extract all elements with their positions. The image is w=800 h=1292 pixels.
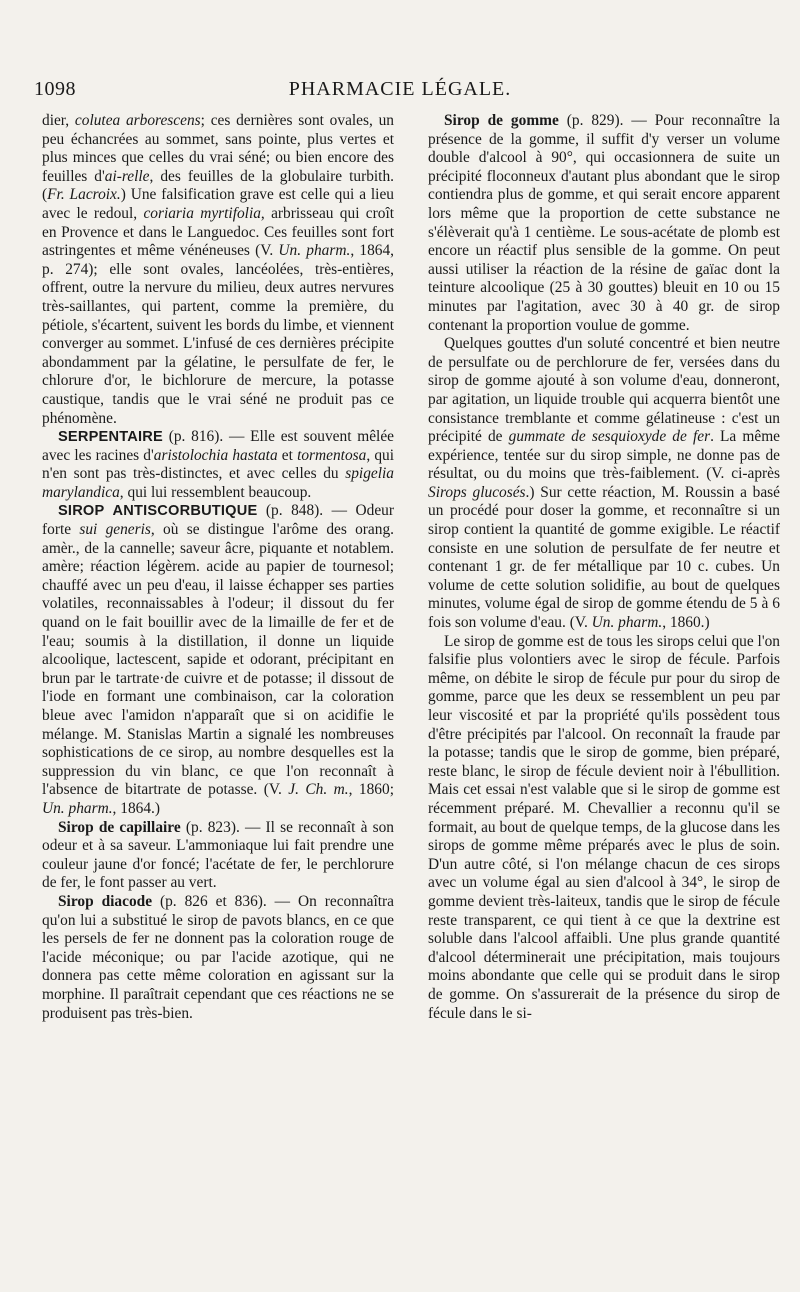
entry-heading: Sirop de gomme xyxy=(444,112,559,129)
paragraph xyxy=(428,633,780,1023)
running-title: PHARMACIE LÉGALE. xyxy=(288,78,512,100)
right-column xyxy=(428,112,780,1023)
body-text: Quelques gouttes d'un soluté concentré et bien neutre de persulfate ou de perchlorure de fer, versées dans du sirop de gomme ajouté à son volume d'eau, donneront, par agitation, un liquide trouble qui acquerra bientôt une consistance tremblante et comme gélatineuse : c'est un précipité de xyxy=(428,335,780,446)
body-text: , 1860.) xyxy=(662,614,710,632)
italic-text: Fr. Lacroix. xyxy=(47,186,121,204)
left-column xyxy=(42,112,394,1023)
body-text: ) Une falsification grave est celle qui a lieu avec le redoul, xyxy=(42,186,394,222)
italic-text: sui generis xyxy=(79,521,151,539)
body-text: , qui n'en sont pas très-distinctes, et avec celles du xyxy=(42,446,394,483)
body-text: , où se distingue l'arôme des orang. amèr., de la cannelle; saveur âcre, piquante et notablem. amère; réaction légèrem. acide au papier de tournesol; chauffé avec un peu d'eau, il laisse échapper ses parties volatiles, reconnaissables à l'odeur; il dissout du fer quand on le fait bouillir avec de la limaille de fer et de l'eau; soumis à la distillation, il donne un liquide alcoolique, lactescent, sapide et odorant, précipitant en brun par le tartrate·de cuivre et de potasse; il dissout de l'iode en formant une combinaison, car la coloration bleue avec l'amidon n'apparaît que si on acidifie le mélange. M. Stanislas Martin a signalé les nombreuses sophistications de ce sirop, au nombre desquelles est la suppression du vin blanc, ce que l'on reconnaît à l'absence de bitartrate de potasse. (V. xyxy=(42,521,395,799)
body-text: (p. 848). — Odeur forte xyxy=(42,502,394,539)
italic-text: tormentosa xyxy=(297,446,367,464)
body-text: , qui lui ressemblent beaucoup. xyxy=(119,483,312,501)
body-text: et xyxy=(277,446,298,464)
italic-text: Sirops glucosés xyxy=(428,483,526,501)
body-text: ; ces dernières sont ovales, un peu échancrées au sommet, sans pointe, plus vertes et plus minces que celles du vrai séné; ou bien encore des feuilles d' xyxy=(42,112,394,185)
entry-heading: Sirop de capillaire xyxy=(58,818,181,836)
body-text: , des feuilles de la globulaire turbith. ( xyxy=(42,167,394,204)
entry-heading: SERPENTAIRE xyxy=(58,429,163,446)
page-header xyxy=(34,78,766,108)
paragraph xyxy=(428,112,780,335)
entry-heading: Sirop diacode xyxy=(58,892,153,910)
body-text: , 1864, p. 274); elle sont ovales, lancéolées, très-entières, offrent, outre la nervure du milieu, deux autres nervures très-saillantes, qui partent, comme la première, du pétiole, s'écartent, suivent les bords du limbe, et viennent converger au sommet. L'infusé de ces dernières précipite abondamment par la gélatine, le persulfate de fer, le chlorure d'or, le bichlorure de mercure, la potasse caustique, tandis que le vrai séné ne produit pas ce phénomène. xyxy=(42,242,395,427)
body-text: (p. 823). — Il se reconnaît à son odeur et à sa saveur. L'ammoniaque lui fait prendre une couleur jaune d'or foncé; l'acétate de fer, le perchlorure de fer, le font passer au vert. xyxy=(42,818,395,892)
italic-text: spigelia marylandica xyxy=(42,465,394,501)
body-text: (p. 826 et 836). — On reconnaîtra qu'on lui a substitué le sirop de pavots blancs, en ce que les persels de fer ne donnent pas la coloration rouge de l'acide méconique; ou par l'acide azotique, qui ne donnera pas cette même coloration en agissant sur la morphine. Il paraîtrait cependant que ces réactions ne se produisent pas très-bien. xyxy=(42,892,394,1022)
paragraph xyxy=(42,819,394,893)
paragraph xyxy=(42,428,394,502)
italic-text: gummate de sesquioxyde de fer xyxy=(508,428,711,446)
body-text: (p. 816). — Elle est souvent mêlée avec les racines d' xyxy=(42,428,394,464)
italic-text: Un. pharm. xyxy=(591,614,663,632)
body-text: Le sirop de gomme est de tous les sirops celui que l'on falsifie plus volontiers avec le sirop de fécule. Parfois même, on débite le sirop de fécule pur pour du sirop de gomme, parce que les deux se ressemblent un peu par leur viscosité et par la propriété qu'ils possèdent tous d'être précipités par l'alcool. On reconnaît la fraude par la potasse; tandis que le sirop de gomme, bien préparé, reste blanc, le sirop de fécule devient noir à l'ébullition. Mais cet essai n'est valable que si le sirop de gomme est récemment préparé. M. Chevallier a reconnu qu'il se formait, au bout de quelque temps, de la glucose dans les sirops de gomme même préparés avec le plus de soin. D'un autre côté, si l'on mélange chacun de ces sirops avec un volume égal au sien d'alcool à 34°, le sirop de gomme devient très-laiteux, tandis que le sirop de fécule reste transparent, ce qui tient à ce que la dextrine est soluble dans l'alcool affaibli. Une plus grande quantité d'alcool déterminerait une précipitation, mais toujours moins abondante que celle qui se produit dans le sirop de gomme. On s'assurerait de la présence du sirop de fécule dans le si- xyxy=(428,632,780,1022)
italic-text: J. Ch. m. xyxy=(288,781,349,799)
italic-text: ai-relle xyxy=(104,167,150,185)
italic-text: colutea arborescens xyxy=(74,112,201,129)
italic-text: Un. pharm. xyxy=(278,242,351,260)
paragraph xyxy=(42,893,394,1023)
paragraph xyxy=(42,112,394,428)
italic-text: aristolochia hastata xyxy=(153,446,278,464)
body-text: , 1860; xyxy=(348,781,394,799)
page-number: 1098 xyxy=(34,78,76,100)
paragraph xyxy=(42,502,394,818)
body-text: (p. 829). — Pour reconnaître la présence de la gomme, il suffit d'y verser un volume double d'alcool à 90°, qui occasionnera de suite un précipité floconneux d'autant plus abondant que le sirop contiendra plus de gomme, et qui serait encore apparent lors même que la proportion de cette substance ne s'élèverait qu'à 1 centième. Le sous-acétate de plomb est encore un réactif plus sensible de la gomme. On peut aussi utiliser la réaction de la résine de gaïac dont la teinture alcoolique (25 à 30 gouttes) bleuit en 10 ou 15 minutes par l'agitation, avec 30 à 40 gr. de sirop contenant la proportion voulue de gomme. xyxy=(428,112,780,334)
italic-text: coriaria myrtifolia xyxy=(143,204,261,222)
body-text: , arbrisseau qui croît en Provence et dans le Languedoc. Ces feuilles sont fort astringentes et même vénéneuses (V. xyxy=(42,204,394,260)
body-text: dier, xyxy=(42,112,75,129)
italic-text: Un. pharm. xyxy=(42,799,113,817)
body-text: .) Sur cette réaction, M. Roussin a basé un procédé pour doser la gomme, et reconnaître si un sirop contient la quantité de gomme exigible. Le réactif consiste en une solution de persulfate de fer neutre et contenant 1 gr. de fer métallique par 10 c. cubes. Un volume de cette solution solidifie, au bout de quelques minutes, volume égal de sirop de gomme étendu de 5 à 6 fois son volume d'eau. (V. xyxy=(428,483,781,632)
paragraph xyxy=(428,335,780,633)
entry-heading: SIROP ANTISCORBUTIQUE xyxy=(58,503,258,520)
body-text: , 1864.) xyxy=(112,799,160,817)
body-text: . La même expérience, tentée sur du sirop simple, ne donne pas de résultat, ou du moins que très-faiblement. (V. ci-après xyxy=(428,428,780,483)
